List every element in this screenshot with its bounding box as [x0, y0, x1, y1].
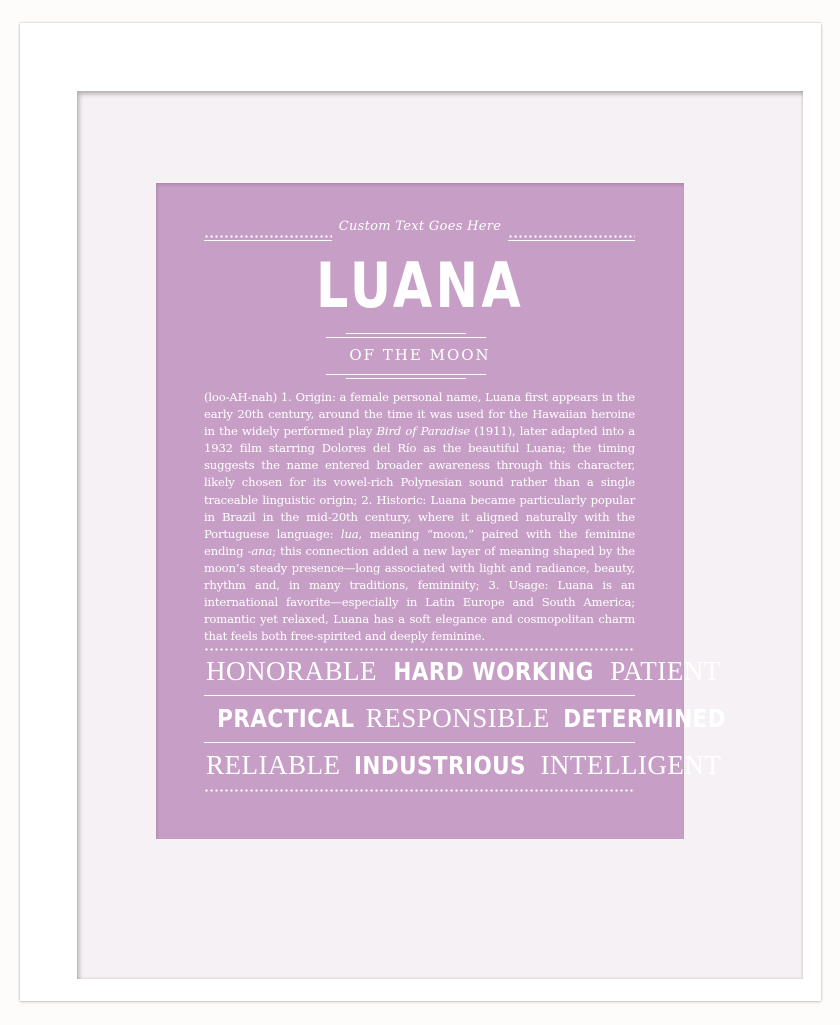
top-left-dotted-rule: [204, 235, 332, 238]
play-title: Bird of Paradise: [376, 424, 471, 439]
custom-text: Custom Text Goes Here: [338, 219, 502, 234]
trait-row-1: [206, 656, 721, 690]
trait-reliable: RELIABLE: [206, 750, 341, 780]
name-underline-bottom: [326, 337, 486, 338]
traits-divider-1: [204, 695, 635, 696]
top-left-rule: [204, 240, 332, 241]
traits-bottom-dotted-rule: [204, 789, 635, 792]
trait-determined: DETERMINED: [563, 704, 726, 733]
trait-industrious: INDUSTRIOUS: [354, 751, 527, 780]
definition-text-4: ; this connection added a new layer of meaning shaped by the moon’s steady presence—long associated with light and radiance, beauty, rhythm and, in many traditions, femininity; 3. Usage: Luana is an international favorite—especially in Latin Europe and South America; romantic yet relaxed, Luana has a soft elegance and cosmopolitan charm that feels both free-spirited and deeply feminine.: [204, 543, 636, 644]
word-lua: lua: [340, 526, 359, 541]
trait-row-2: [206, 703, 726, 737]
trait-intelligent: INTELLIGENT: [540, 750, 722, 780]
name-print: [156, 183, 726, 839]
traits-top-dotted-rule: [204, 648, 635, 651]
trait-honorable: HONORABLE: [206, 656, 377, 686]
trait-responsible: RESPONSIBLE: [365, 703, 550, 733]
meaning-rule-top: [326, 374, 486, 375]
top-right-dotted-rule: [508, 235, 635, 238]
meaning-rule-bottom: [346, 378, 466, 379]
trait-hard-working: HARD WORKING: [393, 657, 594, 686]
name-underline-top: [346, 333, 466, 334]
word-ana: -ana: [247, 543, 273, 558]
traits-divider-2: [204, 742, 635, 743]
top-right-rule: [508, 240, 635, 241]
trait-row-3: [206, 750, 722, 784]
trait-practical: PRACTICAL: [217, 704, 355, 733]
definition-text-2: (1911), later adapted into a 1932 film starring Dolores del Río as the beautiful Luana; the timing suggests the name entered broader awareness through this character, likely chosen for its vowel-rich Polynesian sound rather than a single traceable linguistic origin; 2. Historic: Luana became particularly popular in Brazil in the mid-20th century, where it aligned naturally with the Portuguese language:: [204, 424, 635, 541]
trait-patient: PATIENT: [610, 656, 721, 686]
name-title: LUANA: [316, 249, 524, 322]
definition-text-1: (loo-AH-nah) 1. Origin: a female personal name, Luana first appears in the early 20th century, around the time it was used for the Hawaiian heroine in the widely performed play: [204, 390, 635, 439]
definition-text-3: , meaning “moon,” paired with the feminine ending: [204, 526, 635, 558]
name-meaning: OF THE MOON: [349, 346, 491, 364]
name-definition: [204, 389, 635, 645]
